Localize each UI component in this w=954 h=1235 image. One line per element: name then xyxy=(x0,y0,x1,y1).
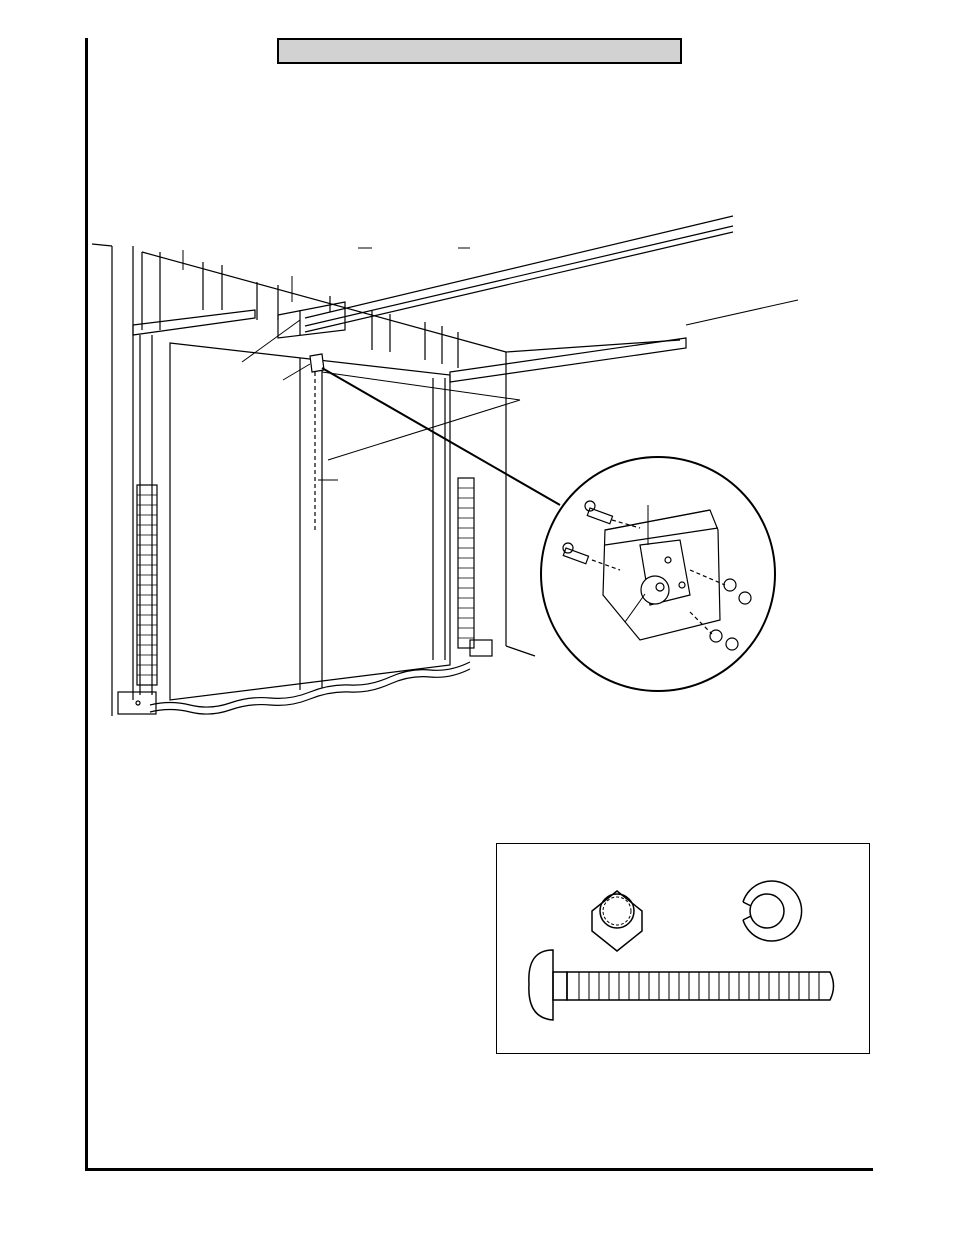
garage-door-panel xyxy=(150,343,470,714)
garage-door-illustration xyxy=(90,210,800,740)
right-horizontal-track xyxy=(450,338,686,382)
lock-washer-icon xyxy=(743,881,802,941)
hex-nut-icon xyxy=(592,891,642,951)
section-title-bar xyxy=(277,38,682,64)
wall-framing xyxy=(92,244,680,716)
left-horizontal-track xyxy=(133,310,255,335)
door-bracket xyxy=(310,354,324,372)
carriage-bolt-icon xyxy=(529,950,834,1020)
left-spring-assembly xyxy=(118,335,157,714)
page-bottom-rule xyxy=(85,1168,873,1171)
header-bracket xyxy=(278,302,345,338)
right-spring-assembly xyxy=(433,378,492,660)
hardware-actual-size-box xyxy=(496,843,870,1054)
bracket-detail-circle xyxy=(541,457,775,691)
page-left-rule xyxy=(85,38,88,1171)
